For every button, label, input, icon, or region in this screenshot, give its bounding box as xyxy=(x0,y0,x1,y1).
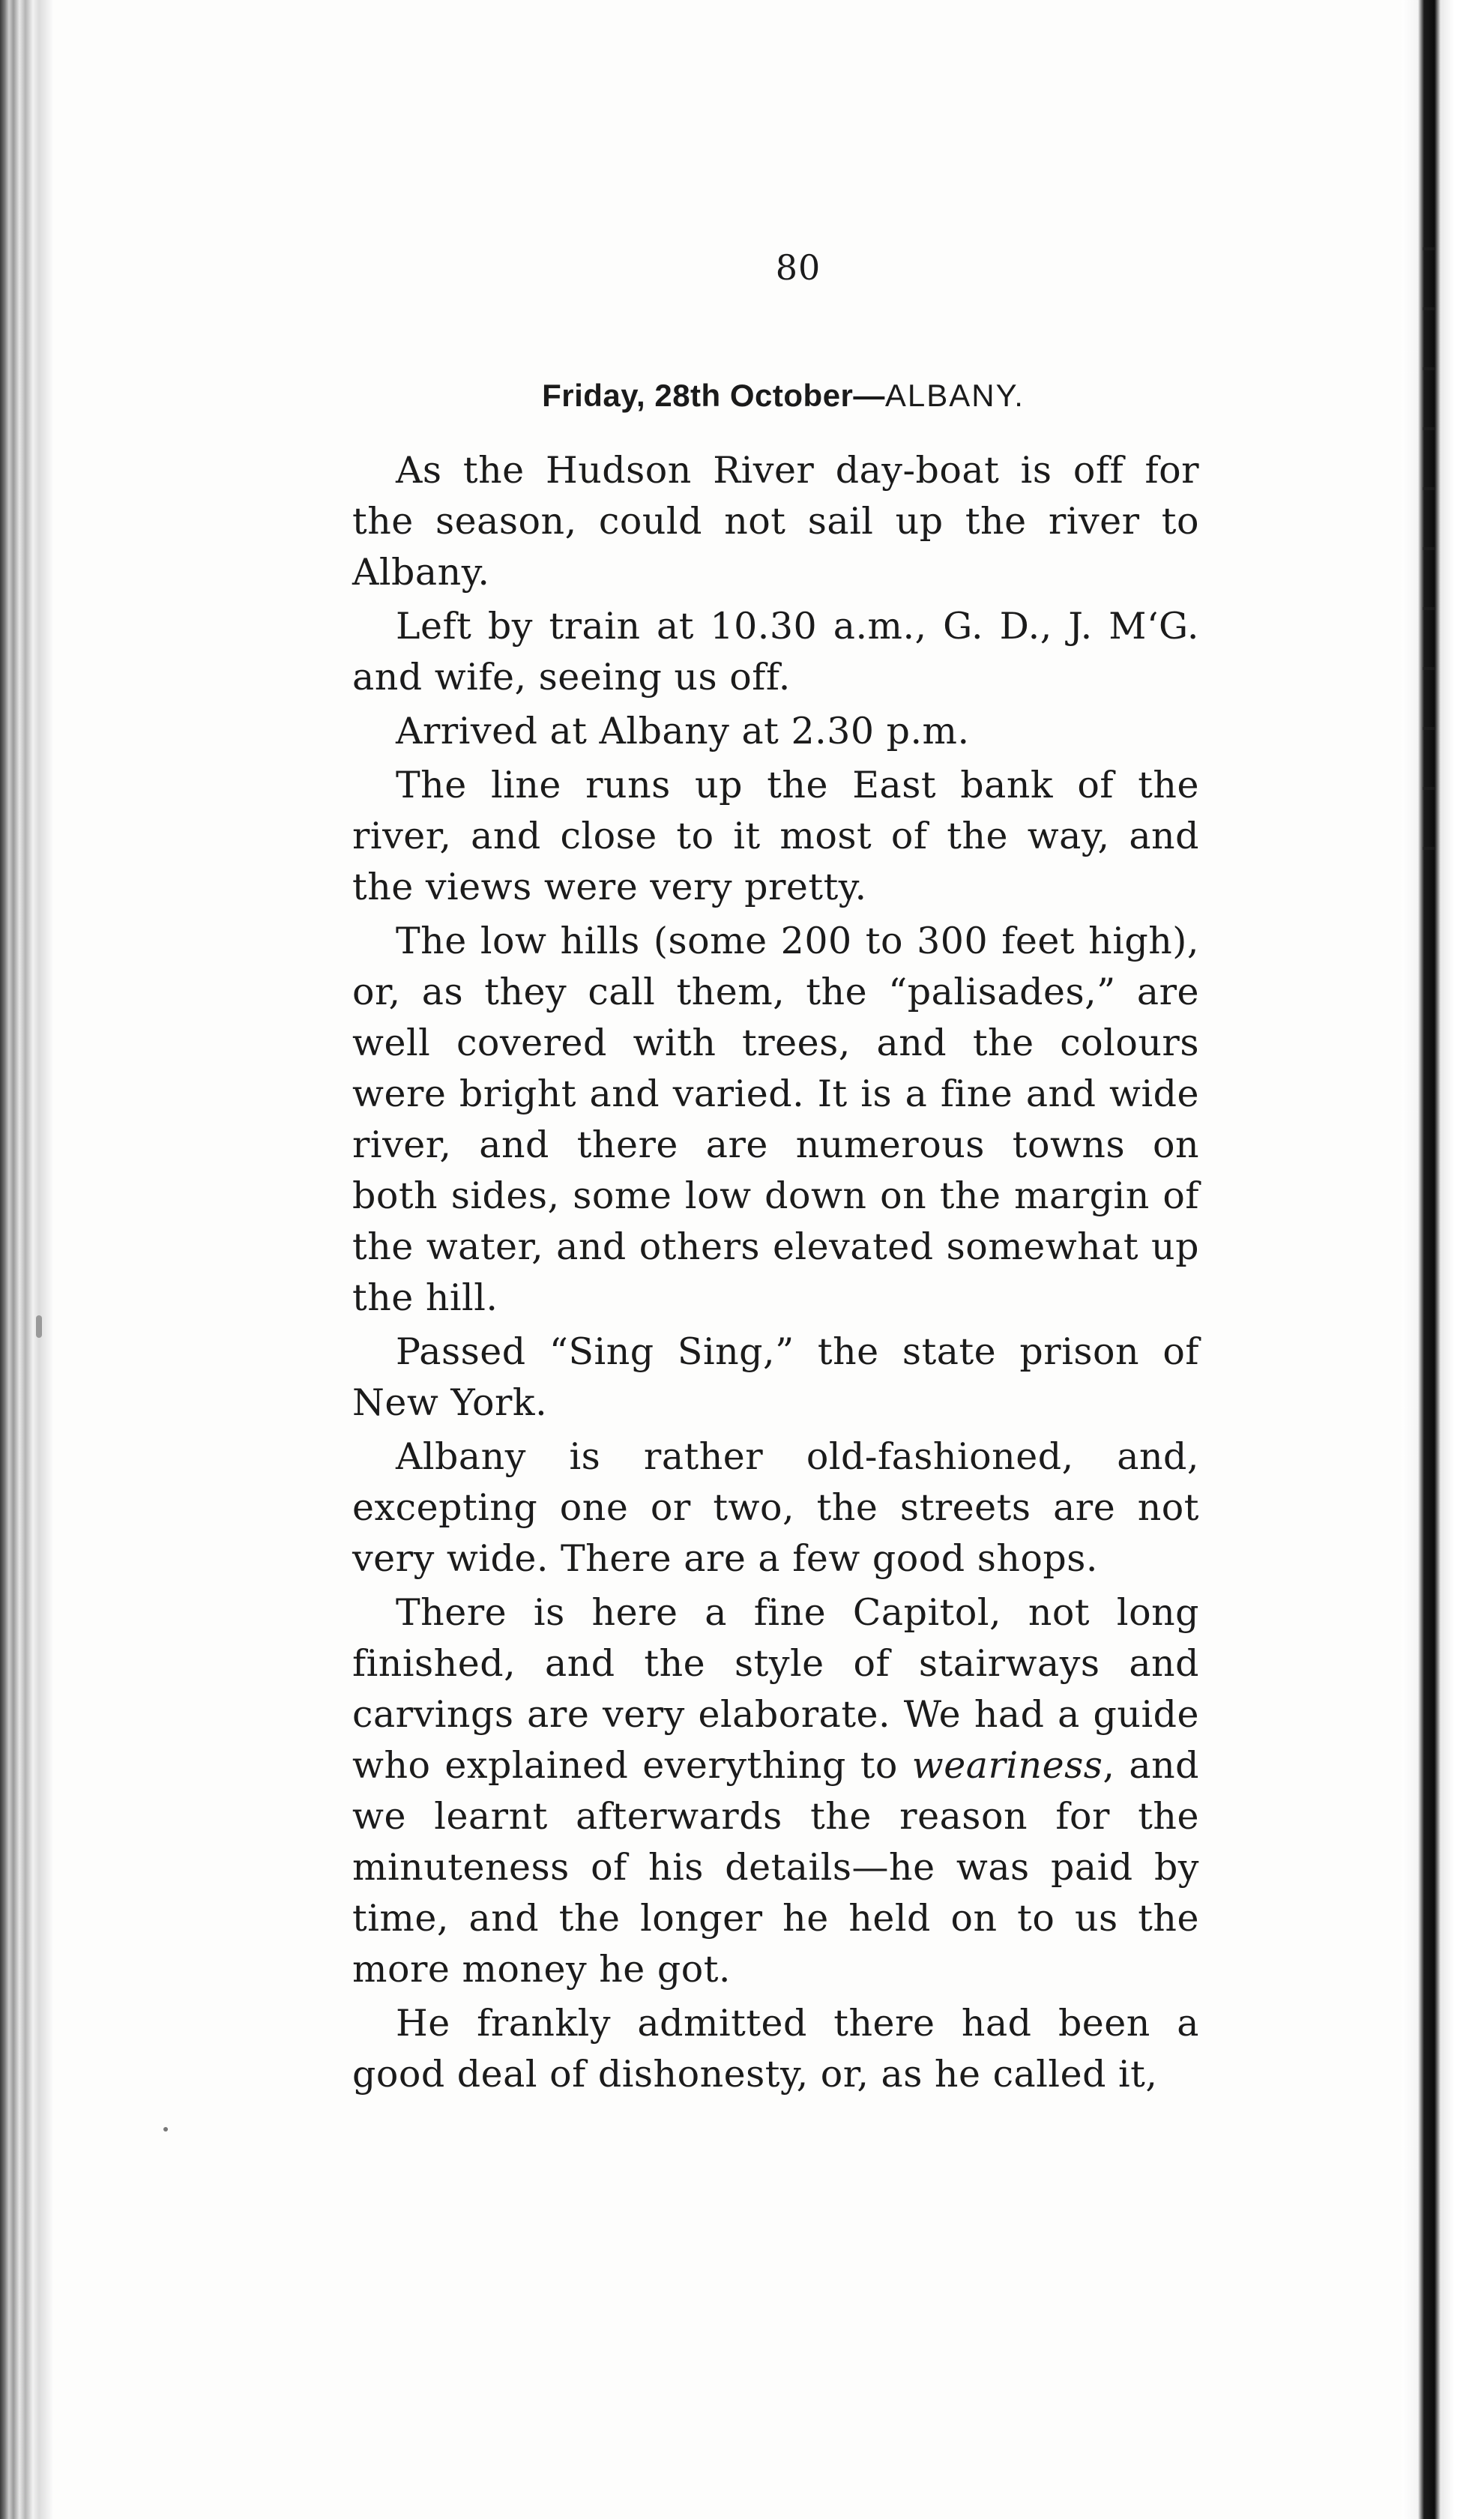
binding-shadow xyxy=(0,0,52,2519)
page-number: 80 xyxy=(775,247,821,288)
page-edge-marks xyxy=(1423,225,1435,899)
paragraph: He frankly admitted there had been a good deal of dishonesty, or, as he called it, xyxy=(352,2002,1199,2096)
entry-heading xyxy=(352,378,1199,414)
page-body xyxy=(352,247,1199,2103)
paragraph-text: , and we learnt afterwards the reason for the minuteness of his details—he was paid by time, and the longer he held on to us the more money he got. xyxy=(352,1744,1199,1991)
paragraph-text: There is here a fine Capitol, not long finished, and the style of stairways and carvings are very elaborate. We had a guide who explained everything to xyxy=(352,1591,1199,1787)
paragraph: Albany is rather old-fashioned, and, excepting one or two, the streets are not very wide. There are a few good shops. xyxy=(352,1435,1199,1580)
scan-artifact-dot xyxy=(163,2127,168,2132)
paragraph: Passed “Sing Sing,” the state prison of New York. xyxy=(352,1330,1199,1424)
paragraph: Left by train at 10.30 a.m., G. D., J. M‘G. and wife, seeing us off. xyxy=(352,605,1199,699)
paragraph: Arrived at Albany at 2.30 p.m. xyxy=(396,710,970,752)
scan-artifact xyxy=(36,1315,42,1338)
paragraph: As the Hudson River day-boat is off for the season, could not sail up the river to Albany. xyxy=(352,449,1199,594)
paragraph: The line runs up the East bank of the river, and close to it most of the way, and the views were very pretty. xyxy=(352,764,1199,908)
paragraph-capitol xyxy=(352,1587,1199,1995)
entry-date: Friday, 28th October— xyxy=(542,378,885,413)
paragraph: The low hills (some 200 to 300 feet high), or, as they call them, the “palisades,” are well covered with trees, and the colours were bright and varied. It is a fine and wide river, and there are numerous towns on both sides, some low down on the margin of the water, and others elevated somewhat up the hill. xyxy=(352,920,1199,1319)
italic-word: weariness xyxy=(911,1744,1103,1787)
page-edge xyxy=(1402,0,1484,2519)
entry-place: ALBANY. xyxy=(884,378,1025,413)
